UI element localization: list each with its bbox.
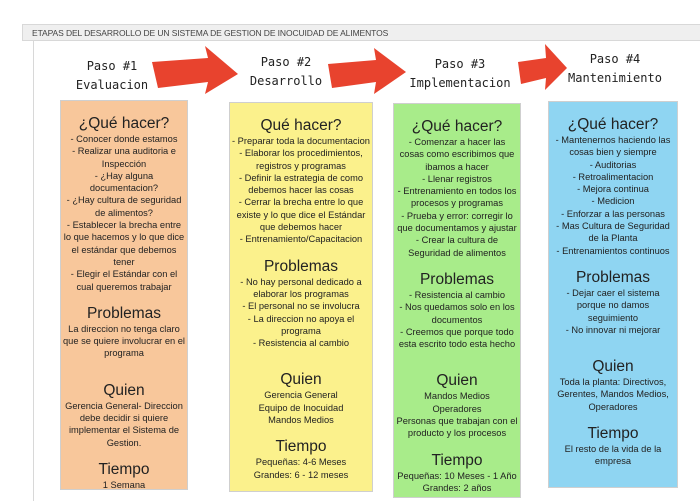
step-number: Paso #1 [86, 59, 138, 73]
que-hacer-item: - Comenzar a hacer las cosas como escribimos que ibamos a hacer [399, 137, 515, 172]
problemas-item: - Nos quedamos solo en los documentos [399, 302, 515, 325]
problemas-item: - Resistencia al cambio [408, 289, 506, 300]
que-hacer-item: - Preparar toda la documentacion [232, 136, 370, 146]
que-hacer-item: - Enforzar a las personas [561, 208, 665, 219]
que-hacer-item: - Mantenernos haciendo las cosas bien y siempre [555, 135, 671, 158]
step-name: Evaluacion [75, 78, 149, 92]
quien-heading: Quien [280, 371, 322, 389]
quien-item: Gerencia General [264, 390, 338, 401]
arrow-right-icon [150, 44, 242, 96]
step-number: Paso #4 [589, 52, 641, 66]
que-hacer-item: - ¿Hay alguna documentacion? [89, 170, 159, 194]
problemas-heading: Problemas [86, 304, 162, 322]
que-hacer-item: - Entrenamiento en todos los procesos y programas [397, 186, 517, 209]
arrow-right-icon [516, 42, 570, 94]
problemas-item: - Creemos que porque todo esta escrito todo esta hecho [398, 326, 516, 350]
que-hacer-item: - Mas Cultura de Seguridad de la Planta [556, 221, 670, 244]
quien-heading: Quien [592, 358, 634, 376]
quien-item: Operadores [432, 403, 482, 414]
divider [33, 41, 34, 501]
problemas-item: - El personal no se involucra [242, 301, 360, 312]
tiempo-heading: Tiempo [275, 438, 327, 456]
que-hacer-heading: Qué hacer? [260, 117, 342, 134]
que-hacer-heading: ¿Qué hacer? [567, 116, 659, 133]
que-hacer-item: - Cerrar la brecha entre lo que existe y lo que dice el Estándar que debemos hacer [236, 197, 366, 233]
problemas-item: - Dejar caer el sistema porque no damos seguimiento [566, 287, 660, 323]
tiempo-item: Grandes: 2 años [422, 482, 492, 493]
step-name: Desarrollo [249, 74, 323, 88]
step-name: Mantenimiento [568, 71, 662, 85]
que-hacer-item: - Mejora continua [577, 184, 649, 195]
tiempo-item: Pequeñas: 10 Meses - 1 Año [397, 470, 517, 481]
tiempo-item: Pequeñas: 4-6 Meses [255, 457, 347, 468]
que-hacer-item: - Definir la estrategia de como debemos hacer las cosas [238, 172, 363, 196]
quien-item: Toda la planta: Directivos, Gerentes, Mandos Medios, Operadores [557, 377, 669, 412]
quien-item: Gerencia General- Direccion debe decidir si quiere implementar el Sistema de Gestion. [65, 400, 183, 448]
que-hacer-item: - Medicion [591, 196, 635, 207]
que-hacer-item: - Llenar registros [422, 173, 492, 184]
problemas-heading: Problemas [263, 257, 339, 275]
que-hacer-item: - Conocer donde estamos [70, 134, 178, 144]
que-hacer-heading: ¿Qué hacer? [411, 118, 503, 135]
que-hacer-heading: ¿Qué hacer? [78, 115, 170, 132]
quien-heading: Quien [436, 372, 478, 390]
page-header: ETAPAS DEL DESARROLLO DE UN SISTEMA DE GESTION DE INOCUIDAD DE ALIMENTOS [22, 24, 700, 41]
step-3-card [393, 103, 521, 498]
quien-item: Personas que trabajan con el producto y los procesos [396, 416, 518, 439]
que-hacer-item: - Entrenamiento/Capacitacion [239, 234, 363, 245]
tiempo-heading: Tiempo [431, 451, 483, 469]
tiempo-item: Grandes: 6 - 12 meses [253, 469, 349, 480]
que-hacer-item: - Elaborar los procedimientos, registros y programas [239, 148, 363, 171]
step-2-title [231, 53, 341, 91]
problemas-item: - Resistencia al cambio [252, 338, 350, 349]
que-hacer-item: - ¿Hay cultura de seguridad de alimentos? [66, 195, 182, 218]
que-hacer-item: - Retroalimentacion [572, 171, 654, 182]
step-4-card [548, 101, 678, 488]
arrow-right-icon [326, 44, 410, 96]
quien-item: Mandos Medios [268, 415, 334, 426]
step-3-title [400, 55, 520, 93]
que-hacer-item: - Elegir el Estándar con el cual queremos trabajar [70, 269, 178, 292]
step-name: Implementacion [409, 76, 511, 90]
tiempo-item: 1 Semana [102, 479, 146, 490]
que-hacer-item: - Auditorias [589, 159, 637, 170]
step-number: Paso #2 [260, 55, 312, 69]
quien-heading: Quien [103, 381, 145, 399]
tiempo-item: El resto de la vida de la empresa [564, 444, 662, 467]
que-hacer-item: - Realizar una auditoria e Inspección [72, 146, 176, 169]
quien-item: Equipo de Inocuidad [258, 402, 344, 413]
que-hacer-item: - Establecer la brecha entre lo que hacemos y lo que dice el estándar que debemos tener [63, 220, 185, 267]
tiempo-heading: Tiempo [587, 425, 639, 443]
problemas-item: La direccion no tenga claro que se quiere involucrar en el programa [63, 323, 185, 359]
que-hacer-item: - Prueba y error: corregir lo que documentamos y ajustar [397, 210, 517, 234]
problemas-item: - No innovar ni mejorar [565, 324, 661, 335]
problemas-item: - La direccion no apoya el programa [247, 313, 355, 336]
problemas-heading: Problemas [419, 270, 495, 288]
step-number: Paso #3 [434, 57, 486, 71]
que-hacer-item: - Entrenamientos continuos [556, 245, 670, 256]
problemas-heading: Problemas [575, 268, 651, 286]
step-2-card [229, 102, 373, 492]
quien-item: Mandos Medios [424, 391, 490, 402]
tiempo-heading: Tiempo [98, 460, 150, 478]
problemas-item: - No hay personal dedicado a elaborar los programas [240, 276, 362, 299]
que-hacer-item: - Crear la cultura de Seguridad de alimentos [408, 235, 506, 258]
step-1-card [60, 100, 188, 490]
